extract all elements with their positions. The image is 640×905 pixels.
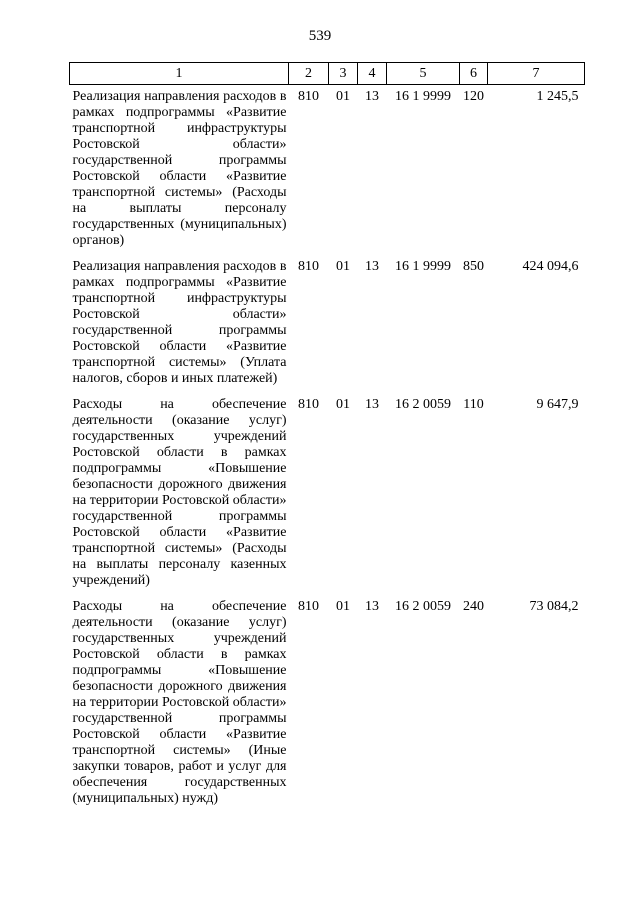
col-header-1: 1	[70, 63, 289, 85]
row-description: Расходы на обеспечение деятельности (оказание услуг) государственных учреждений Ростовской области в рамках подпрограммы «Повышение безопасности дорожного движения на территории Ростовской области» государственной программы Ростовской области «Развитие транспортной системы» (Иные закупки товаров, работ и услуг для обеспечения государственных (муниципальных) нужд)	[72, 599, 287, 806]
row-subsection: 13	[365, 599, 379, 614]
row-amount: 9 647,9	[536, 397, 579, 412]
row-subsection: 13	[365, 89, 379, 104]
row-target-article: 16 1 9999	[395, 89, 451, 104]
row-expense-type: 850	[463, 259, 484, 274]
row-expense-type: 120	[463, 89, 484, 104]
row-amount: 1 245,5	[536, 89, 579, 104]
row-amount: 73 084,2	[529, 599, 579, 614]
row-description: Реализация направления расходов в рамках подпрограммы «Развитие транспортной инфраструктуры Ростовской области» государственной программы Ростовской области «Развитие транспортной системы» (Расходы на выплаты персоналу государственных (муниципальных) органов)	[72, 89, 287, 248]
row-target-article: 16 2 0059	[395, 599, 451, 614]
row-description: Реализация направления расходов в рамках подпрограммы «Развитие транспортной инфраструктуры Ростовской области» государственной программы Ростовской области «Развитие транспортной системы» (Уплата налогов, сборов и иных платежей)	[72, 259, 287, 386]
row-section: 01	[336, 259, 350, 274]
table-row	[70, 85, 585, 256]
row-target-article: 16 2 0059	[395, 397, 451, 412]
row-amount: 424 094,6	[522, 259, 579, 274]
page-number: 539	[308, 28, 332, 44]
row-subsection: 13	[365, 397, 379, 412]
header-row	[70, 63, 585, 85]
col-header-2: 2	[289, 63, 329, 85]
col-header-5: 5	[387, 63, 460, 85]
table-row	[70, 255, 585, 393]
row-expense-type: 110	[463, 397, 484, 412]
row-target-article: 16 1 9999	[395, 259, 451, 274]
table-row	[70, 393, 585, 595]
row-ministry-code: 810	[298, 259, 319, 274]
col-header-6: 6	[460, 63, 488, 85]
row-section: 01	[336, 397, 350, 412]
row-ministry-code: 810	[298, 89, 319, 104]
col-header-3: 3	[329, 63, 358, 85]
row-section: 01	[336, 89, 350, 104]
col-header-4: 4	[358, 63, 387, 85]
row-subsection: 13	[365, 259, 379, 274]
row-ministry-code: 810	[298, 599, 319, 614]
col-header-7: 7	[488, 63, 585, 85]
row-expense-type: 240	[463, 599, 484, 614]
row-description: Расходы на обеспечение деятельности (оказание услуг) государственных учреждений Ростовской области в рамках подпрограммы «Повышение безопасности дорожного движения на территории Ростовской области» государственной программы Ростовской области «Развитие транспортной системы» (Расходы на выплаты персоналу казенных учреждений)	[72, 397, 287, 588]
table-row	[70, 595, 585, 813]
row-ministry-code: 810	[298, 397, 319, 412]
row-section: 01	[336, 599, 350, 614]
budget-table	[69, 62, 585, 813]
